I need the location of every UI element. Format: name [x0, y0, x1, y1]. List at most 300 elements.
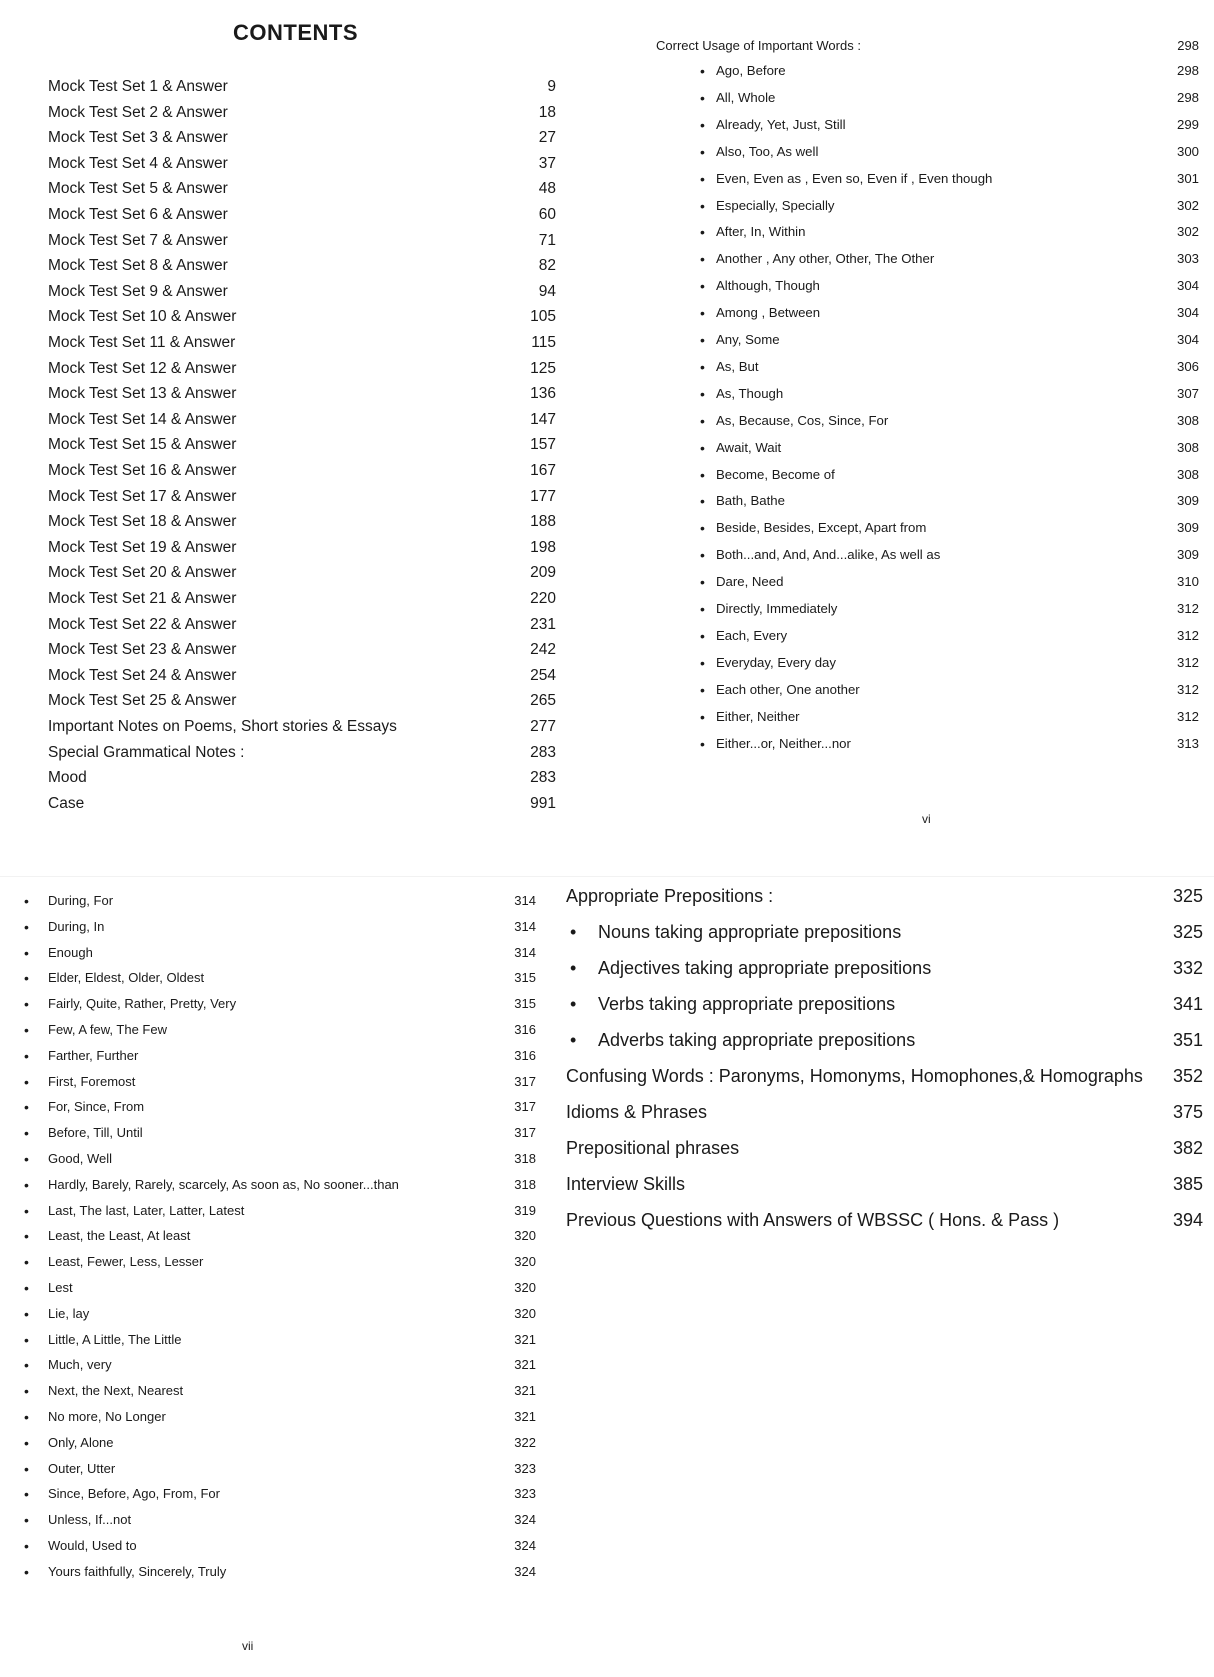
entry-page: 220 — [530, 590, 556, 607]
entry-label: Mock Test Set 6 & Answer — [48, 206, 228, 223]
entry-label: Important Notes on Poems, Short stories & Essays — [48, 718, 397, 735]
entry-label: Mock Test Set 7 & Answer — [48, 231, 228, 249]
entry-page: 231 — [530, 615, 556, 633]
entry-label: Directly, Immediately — [716, 601, 838, 616]
entry-page: 136 — [530, 385, 556, 403]
entry-page: 321 — [514, 1357, 536, 1373]
entry-label: Mock Test Set 18 & Answer — [48, 513, 237, 531]
bullet-icon: • — [24, 1486, 29, 1503]
toc-entry — [48, 616, 556, 642]
entry-page: 177 — [530, 487, 556, 505]
entry-page: 242 — [530, 641, 556, 659]
entry-page: 82 — [538, 257, 556, 275]
entry-page: 375 — [1172, 1102, 1203, 1122]
toc-entry — [48, 385, 556, 411]
bullet-icon: • — [700, 627, 705, 644]
usage-heading-page: 298 — [1177, 38, 1199, 53]
bullet-icon: • — [24, 918, 29, 935]
bullet-icon: • — [24, 1434, 29, 1451]
entry-label: As, But — [716, 358, 759, 374]
toc-entry — [48, 155, 556, 181]
entry-label: Mock Test Set 22 & Answer — [48, 615, 237, 633]
toc-entry — [48, 667, 556, 693]
bullet-icon: • — [24, 1022, 29, 1038]
entry-label: Mock Test Set 24 & Answer — [48, 666, 237, 684]
bullet-icon: • — [570, 922, 577, 942]
entry-label: Mock Test Set 3 & Answer — [48, 129, 228, 147]
bullet-icon: • — [24, 1331, 29, 1348]
entry-label: As, Because, Cos, Since, For — [716, 412, 889, 428]
entry-page: 320 — [514, 1305, 536, 1321]
entry-label: Mock Test Set 20 & Answer — [48, 564, 237, 582]
entry-page: 188 — [530, 513, 556, 531]
bullet-icon: • — [700, 708, 705, 725]
entry-page: 27 — [538, 129, 556, 147]
toc-entry — [48, 232, 556, 258]
entry-page: 324 — [514, 1538, 536, 1553]
entry-label: Last, The last, Later, Latter, Latest — [48, 1202, 245, 1218]
entry-label: Either...or, Neither...nor — [716, 735, 851, 751]
entry-page: 314 — [514, 944, 536, 960]
contents-title: CONTENTS — [233, 20, 358, 45]
entry-page: 382 — [1172, 1138, 1203, 1158]
entry-page: 316 — [514, 1047, 536, 1063]
toc-entry — [24, 1538, 536, 1564]
entry-page: 254 — [530, 666, 556, 684]
entry-page: 304 — [1176, 278, 1199, 294]
entry-page: 312 — [1176, 681, 1199, 697]
entry-page: 60 — [538, 206, 556, 223]
bullet-icon: • — [24, 1099, 29, 1116]
entry-page: 318 — [514, 1151, 536, 1166]
toc-entry — [48, 436, 556, 462]
toc-entry — [48, 564, 556, 590]
entry-page: 323 — [514, 1460, 536, 1476]
toc-entry — [24, 996, 536, 1022]
entry-page: 277 — [530, 718, 556, 735]
entry-page: 351 — [1172, 1030, 1203, 1050]
toc-entry — [700, 708, 1199, 736]
entry-page: 309 — [1176, 520, 1199, 536]
entry-label: Mock Test Set 1 & Answer — [48, 78, 228, 95]
entry-page: 209 — [530, 564, 556, 582]
entry-page: 105 — [530, 308, 556, 326]
entry-page: 115 — [531, 334, 556, 351]
entry-page: 323 — [514, 1486, 536, 1502]
entry-label: Both...and, And, And...alike, As well as — [716, 547, 941, 563]
entry-page: 303 — [1176, 251, 1199, 267]
entry-label: For, Since, From — [48, 1099, 145, 1115]
entry-label: Enough — [48, 944, 93, 960]
entry-page: 298 — [1176, 63, 1199, 78]
entry-page: 306 — [1176, 358, 1199, 374]
entry-page: 320 — [514, 1228, 536, 1244]
bullet-icon: • — [700, 547, 705, 564]
toc-entry — [24, 1151, 536, 1177]
toc-entry — [24, 918, 536, 945]
toc-entry — [700, 116, 1199, 144]
toc-entry — [24, 1357, 536, 1383]
bullet-icon: • — [700, 412, 705, 429]
entry-page: 147 — [530, 410, 556, 428]
bullet-icon: • — [24, 1460, 29, 1477]
toc-entry — [24, 1383, 536, 1409]
toc-entry — [48, 718, 556, 744]
entry-label: Confusing Words : Paronyms, Homonyms, Homophones,& Homographs — [566, 1066, 1143, 1086]
toc-entry — [48, 692, 556, 718]
bullet-icon: • — [24, 1305, 29, 1322]
entry-label: Idioms & Phrases — [566, 1102, 708, 1122]
entry-page: 314 — [514, 918, 536, 934]
bullet-icon: • — [24, 1176, 29, 1193]
bullet-icon: • — [700, 170, 705, 187]
entry-label: Mock Test Set 5 & Answer — [48, 180, 228, 198]
entry-label: Mock Test Set 12 & Answer — [48, 359, 237, 377]
entry-label: Already, Yet, Just, Still — [716, 116, 846, 132]
usage-heading: Correct Usage of Important Words : — [656, 38, 861, 53]
entry-label: Outer, Utter — [48, 1460, 116, 1476]
bullet-icon: • — [24, 1228, 29, 1245]
bullet-icon: • — [700, 63, 705, 79]
entry-label: Also, Too, As well — [716, 143, 819, 159]
bullet-icon: • — [700, 520, 705, 537]
entry-label: Mock Test Set 19 & Answer — [48, 538, 237, 556]
bullet-icon: • — [24, 1357, 29, 1374]
bullet-icon: • — [700, 116, 705, 133]
bullet-icon: • — [700, 224, 705, 241]
toc-entry — [48, 206, 556, 232]
toc-entry — [48, 257, 556, 283]
toc-entry — [24, 1434, 536, 1461]
entry-page: 37 — [538, 154, 556, 172]
entry-label: Bath, Bathe — [716, 493, 785, 509]
entry-page: 71 — [538, 231, 556, 249]
toc-entry — [24, 1073, 536, 1100]
toc-entry — [24, 1305, 536, 1332]
bullet-icon: • — [700, 574, 705, 591]
entry-label: Mock Test Set 4 & Answer — [48, 154, 228, 172]
entry-label: Among , Between — [716, 305, 821, 321]
toc-entry — [700, 412, 1199, 440]
toc-entry — [24, 1176, 536, 1203]
entry-page: 319 — [514, 1202, 536, 1218]
entry-page: 315 — [514, 970, 536, 986]
bullet-icon: • — [700, 305, 705, 322]
toc-entry — [48, 488, 556, 514]
entry-page: 48 — [538, 180, 556, 198]
toc-entry — [566, 1030, 1203, 1066]
entry-label: Appropriate Prepositions : — [566, 886, 774, 906]
entry-page: 385 — [1172, 1174, 1203, 1194]
entry-label: Mock Test Set 21 & Answer — [48, 590, 237, 607]
entry-label: Everyday, Every day — [716, 654, 836, 670]
entry-page: 304 — [1176, 332, 1199, 347]
toc-entry — [24, 1563, 536, 1590]
entry-page: 341 — [1172, 994, 1203, 1014]
entry-page: 18 — [538, 103, 556, 121]
toc-entry — [24, 1460, 536, 1487]
toc-entry — [566, 922, 1203, 958]
entry-page: 300 — [1176, 143, 1199, 159]
entry-label: Mock Test Set 15 & Answer — [48, 436, 237, 454]
entry-label: Await, Wait — [716, 439, 782, 455]
entry-label: Although, Though — [716, 278, 820, 294]
entry-label: Either, Neither — [716, 708, 800, 724]
toc-entry — [48, 795, 556, 821]
bullet-icon: • — [24, 1151, 29, 1167]
toc-entry — [700, 251, 1199, 278]
toc-entry — [566, 886, 1203, 922]
toc-entry — [48, 513, 556, 539]
toc-entry — [700, 170, 1199, 198]
bullet-icon: • — [24, 970, 29, 987]
entry-page: 283 — [530, 743, 556, 761]
entry-page: 317 — [514, 1125, 536, 1141]
entry-label: Next, the Next, Nearest — [48, 1383, 184, 1399]
entry-label: Adjectives taking appropriate prepositions — [598, 958, 932, 978]
bullet-icon: • — [700, 601, 705, 617]
entry-label: Mock Test Set 13 & Answer — [48, 385, 237, 403]
toc-entry — [24, 1486, 536, 1512]
bullet-icon: • — [24, 1563, 29, 1580]
entry-page: 309 — [1176, 493, 1199, 509]
toc-entry — [700, 439, 1199, 467]
entry-page: 312 — [1176, 654, 1199, 670]
toc-entry — [48, 78, 556, 104]
entry-page: 320 — [514, 1280, 536, 1295]
entry-page: 322 — [514, 1434, 536, 1450]
entry-page: 321 — [514, 1331, 536, 1347]
entry-label: Especially, Specially — [716, 197, 835, 213]
bullet-icon: • — [24, 1125, 29, 1142]
entry-page: 325 — [1172, 886, 1203, 906]
entry-label: Dare, Need — [716, 574, 784, 590]
entry-label: Each, Every — [716, 627, 788, 643]
entry-label: Adverbs taking appropriate prepositions — [598, 1030, 916, 1050]
entry-label: Case — [48, 794, 85, 812]
entry-page: 317 — [514, 1099, 536, 1115]
entry-label: Lest — [48, 1280, 73, 1295]
entry-page: 312 — [1176, 708, 1199, 724]
entry-page: 394 — [1172, 1210, 1203, 1230]
entry-page: 312 — [1176, 601, 1199, 616]
toc-entry — [700, 143, 1199, 171]
entry-page: 309 — [1176, 547, 1199, 563]
toc-entry — [24, 1047, 536, 1074]
entry-page: 125 — [530, 359, 556, 377]
entry-page: 324 — [514, 1563, 536, 1579]
toc-entry — [24, 1125, 536, 1151]
toc-entry — [700, 385, 1199, 413]
entry-label: Even, Even as , Even so, Even if , Even though — [716, 170, 993, 186]
entry-label: During, For — [48, 893, 114, 908]
entry-label: As, Though — [716, 385, 784, 401]
entry-label: Few, A few, The Few — [48, 1022, 167, 1037]
bullet-icon: • — [24, 996, 29, 1013]
bullet-icon: • — [570, 994, 577, 1014]
toc-entry — [24, 944, 536, 971]
toc-entry — [566, 1138, 1203, 1174]
bullet-icon: • — [700, 332, 705, 348]
toc-entry — [48, 360, 556, 386]
toc-entry — [48, 104, 556, 130]
toc-entry — [48, 462, 556, 488]
usage-heading-row — [656, 38, 1199, 53]
entry-label: Each other, One another — [716, 681, 860, 697]
entry-label: Fairly, Quite, Rather, Pretty, Very — [48, 996, 237, 1012]
entry-page: 312 — [1176, 627, 1199, 643]
bullet-icon: • — [24, 1047, 29, 1064]
page-number-vi: vi — [922, 812, 931, 826]
toc-entry — [700, 493, 1199, 520]
bullet-icon: • — [24, 1512, 29, 1529]
bullet-icon: • — [700, 466, 705, 483]
entry-page: 308 — [1176, 412, 1199, 428]
bullet-icon: • — [24, 1383, 29, 1400]
toc-entry — [566, 1174, 1203, 1210]
toc-entry — [700, 63, 1199, 90]
toc-entry — [700, 278, 1199, 305]
entry-label: Become, Become of — [716, 466, 835, 482]
entry-page: 315 — [514, 996, 536, 1012]
bullet-icon: • — [700, 439, 705, 456]
entry-label: Mock Test Set 14 & Answer — [48, 410, 237, 428]
entry-page: 320 — [514, 1254, 536, 1270]
bullet-icon: • — [24, 1073, 29, 1090]
bullet-icon: • — [570, 958, 577, 978]
entry-label: Mock Test Set 17 & Answer — [48, 487, 237, 505]
toc-entry — [48, 283, 556, 309]
toc-entry — [700, 224, 1199, 251]
entry-page: 318 — [514, 1176, 536, 1192]
toc-entry — [24, 1409, 536, 1435]
toc-entry — [24, 1022, 536, 1048]
entry-label: Mock Test Set 2 & Answer — [48, 103, 228, 121]
entry-label: Mock Test Set 10 & Answer — [48, 308, 237, 326]
entry-label: Interview Skills — [566, 1174, 686, 1194]
entry-page: 325 — [1172, 922, 1203, 942]
entry-page: 352 — [1172, 1066, 1203, 1086]
entry-label: No more, No Longer — [48, 1409, 166, 1424]
toc-entry — [48, 308, 556, 334]
entry-label: Before, Till, Until — [48, 1125, 143, 1141]
entry-page: 332 — [1172, 958, 1203, 978]
entry-page: 307 — [1176, 385, 1199, 401]
toc-entry — [700, 601, 1199, 628]
entry-label: Ago, Before — [716, 63, 786, 78]
toc-entry — [24, 1331, 536, 1358]
bullet-icon: • — [24, 893, 29, 909]
bullet-icon: • — [700, 358, 705, 375]
toc-entry — [24, 1099, 536, 1125]
entry-label: Mock Test Set 11 & Answer — [48, 334, 236, 351]
bullet-icon: • — [24, 1202, 29, 1219]
toc-entry — [566, 958, 1203, 994]
bullet-icon: • — [700, 143, 705, 160]
entry-page: 304 — [1176, 305, 1199, 321]
bullet-icon: • — [24, 1538, 29, 1554]
entry-label: All, Whole — [716, 89, 776, 105]
entry-label: Only, Alone — [48, 1434, 114, 1450]
toc-entry — [700, 358, 1199, 386]
entry-page: 313 — [1176, 735, 1199, 751]
bullet-icon: • — [570, 1030, 577, 1050]
bullet-icon: • — [700, 493, 705, 510]
entry-page: 299 — [1176, 116, 1199, 132]
entry-label: Since, Before, Ago, From, For — [48, 1486, 220, 1502]
entry-page: 301 — [1176, 170, 1199, 186]
bullet-icon: • — [700, 735, 705, 752]
entry-page: 324 — [514, 1512, 536, 1528]
toc-entry — [24, 1202, 536, 1229]
toc-entry — [700, 466, 1199, 494]
toc-entry — [48, 641, 556, 667]
bullet-icon: • — [700, 385, 705, 402]
page-number-vii: vii — [242, 1639, 254, 1653]
toc-entry — [700, 627, 1199, 655]
entry-page: 167 — [530, 462, 556, 479]
entry-label: Prepositional phrases — [566, 1138, 740, 1158]
entry-label: Unless, If...not — [48, 1512, 132, 1528]
entry-label: Lie, lay — [48, 1305, 90, 1321]
toc-entry — [700, 305, 1199, 332]
toc-entry — [24, 1280, 536, 1306]
toc-entry — [700, 574, 1199, 601]
entry-label: Elder, Eldest, Older, Oldest — [48, 970, 205, 986]
entry-page: 298 — [1176, 89, 1199, 105]
toc-entry — [566, 1210, 1203, 1246]
toc-entry — [566, 1102, 1203, 1138]
entry-label: Least, the Least, At least — [48, 1228, 191, 1244]
toc-entry — [24, 893, 536, 919]
entry-page: 321 — [514, 1383, 536, 1399]
entry-label: Nouns taking appropriate prepositions — [598, 922, 902, 942]
bullet-icon: • — [700, 197, 705, 214]
entry-page: 308 — [1176, 466, 1199, 482]
toc-entry — [48, 180, 556, 206]
entry-page: 157 — [530, 436, 556, 454]
entry-label: Good, Well — [48, 1151, 113, 1166]
entry-label: First, Foremost — [48, 1073, 136, 1089]
entry-label: Much, very — [48, 1357, 112, 1373]
toc-entry — [24, 1228, 536, 1254]
toc-entry — [48, 334, 556, 360]
entry-label: Farther, Further — [48, 1047, 139, 1063]
toc-entry — [48, 411, 556, 437]
entry-page: 283 — [530, 769, 556, 787]
bullet-icon: • — [24, 1409, 29, 1425]
entry-label: Mock Test Set 8 & Answer — [48, 257, 228, 275]
entry-label: Special Grammatical Notes : — [48, 743, 245, 761]
bullet-icon: • — [24, 944, 29, 961]
entry-label: Mood — [48, 769, 87, 787]
entry-page: 302 — [1176, 197, 1199, 213]
bullet-icon: • — [700, 654, 705, 671]
entry-label: Mock Test Set 9 & Answer — [48, 282, 228, 300]
entry-label: Mock Test Set 25 & Answer — [48, 692, 237, 710]
entry-page: 321 — [514, 1409, 536, 1424]
entry-label: Mock Test Set 16 & Answer — [48, 462, 237, 479]
toc-entry — [700, 89, 1199, 117]
entry-label: Little, A Little, The Little — [48, 1331, 182, 1347]
bullet-icon: • — [700, 681, 705, 698]
entry-label: Mock Test Set 23 & Answer — [48, 641, 237, 659]
toc-entry — [566, 994, 1203, 1030]
bullet-icon: • — [24, 1254, 29, 1271]
entry-page: 9 — [547, 78, 556, 95]
toc-entry — [48, 769, 556, 795]
toc-entry — [566, 1066, 1203, 1102]
